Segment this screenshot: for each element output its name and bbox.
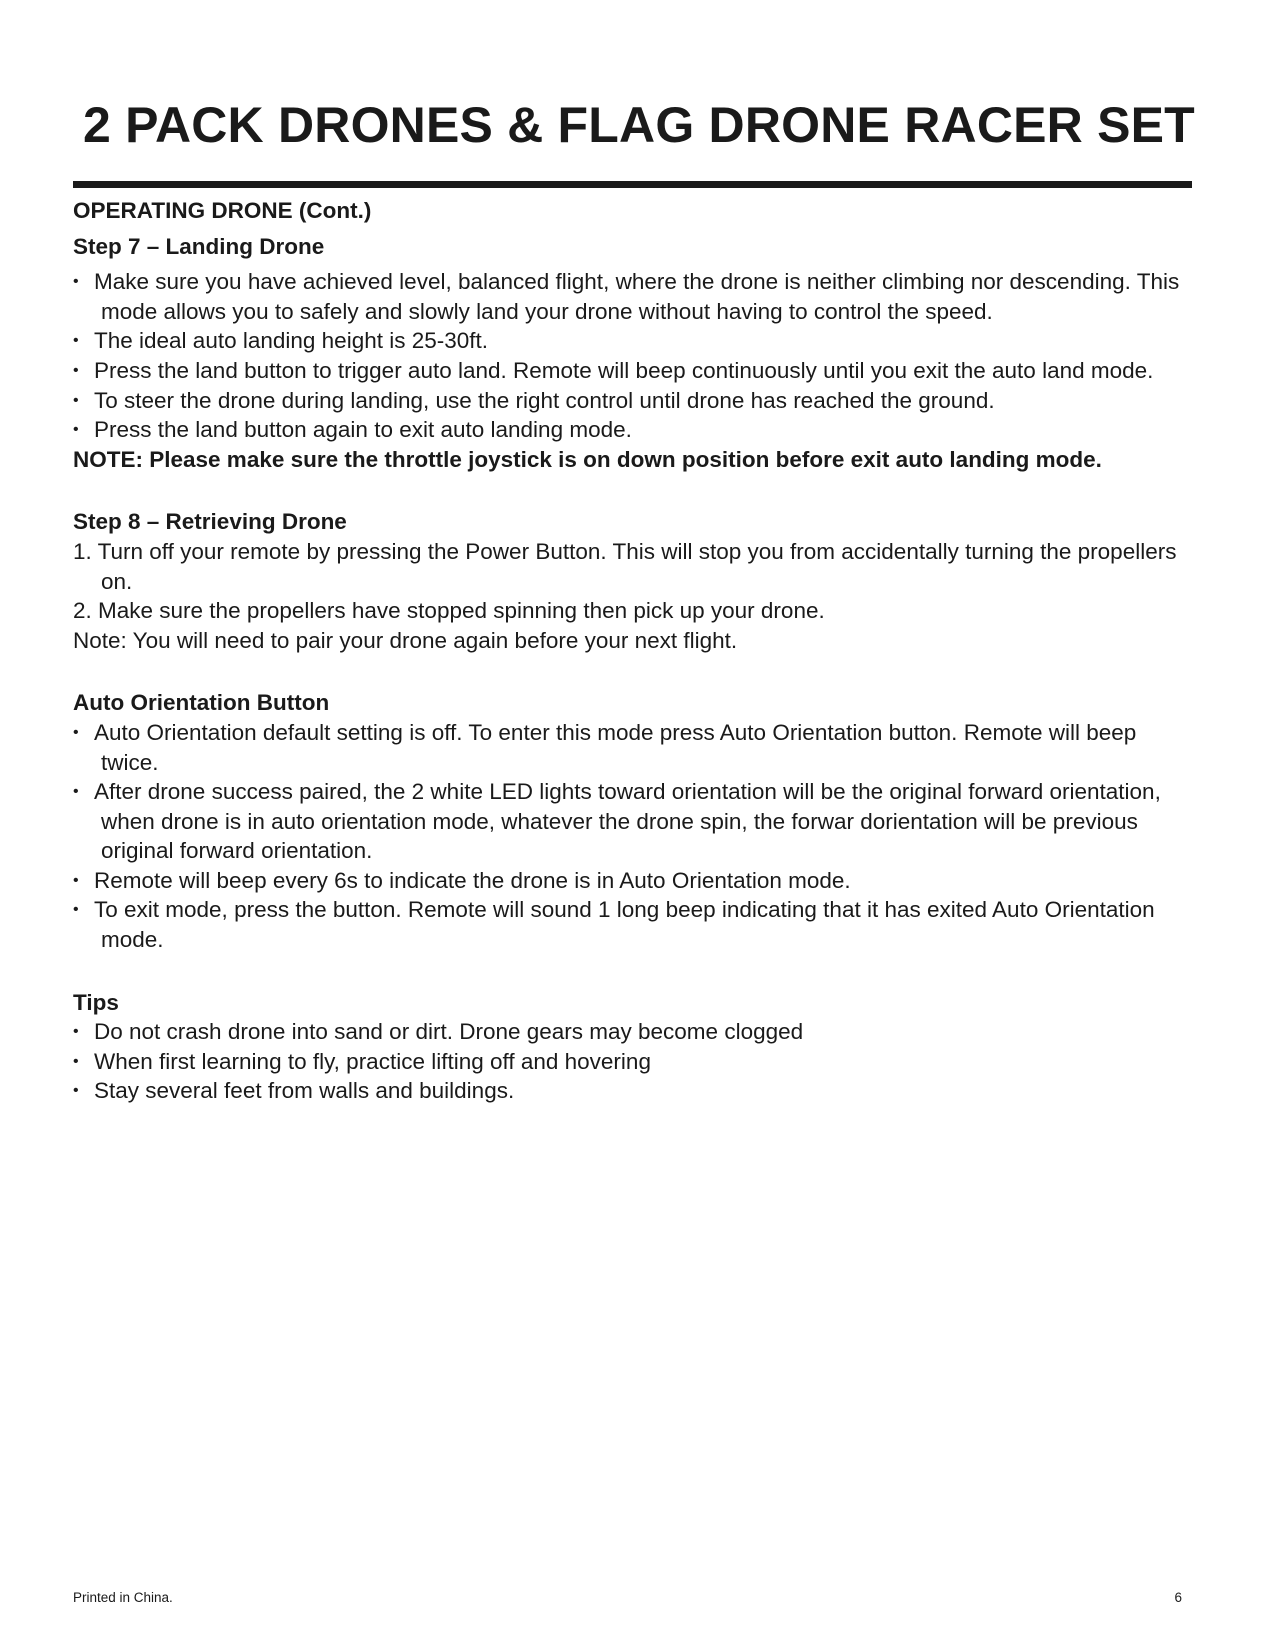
step8-note: Note: You will need to pair your drone again before your next flight.: [73, 627, 738, 653]
list-item: • Do not crash drone into sand or dirt. Drone gears may become clogged: [73, 1017, 1193, 1047]
list-item: • To exit mode, press the button. Remote will sound 1 long beep indicating that it has exited Auto Orientation mode.: [73, 897, 1155, 953]
spacer: [73, 955, 1193, 988]
page-title: 2 PACK DRONES & FLAG DRONE RACER SET: [83, 97, 1195, 153]
bullet-icon: •: [73, 783, 79, 801]
bullet-icon: •: [73, 1082, 79, 1100]
step7-bullet-list: [73, 267, 1193, 445]
tips-bullet-list: [73, 1017, 1193, 1106]
list-item: 2. Make sure the propellers have stopped spinning then pick up your drone.: [73, 598, 825, 624]
list-item: • Press the land button again to exit auto landing mode.: [73, 415, 1193, 445]
bullet-icon: •: [73, 871, 79, 889]
list-item: • Press the land button to trigger auto land. Remote will beep continuously until you exit the auto land mode.: [73, 356, 1193, 386]
bullet-icon: •: [73, 901, 79, 919]
step8-heading: Step 8 – Retrieving Drone: [73, 509, 347, 535]
title-divider: [73, 181, 1192, 188]
list-item: • Auto Orientation default setting is off. To enter this mode press Auto Orientation button. Remote will beep twice.: [73, 719, 1137, 775]
list-item: • When first learning to fly, practice lifting off and hovering: [73, 1047, 1193, 1077]
bullet-icon: •: [73, 332, 79, 350]
list-item: 1. Turn off your remote by pressing the Power Button. This will stop you from accidentally turning the propellers on.: [73, 538, 1177, 594]
auto-orientation-heading: Auto Orientation Button: [73, 690, 330, 716]
list-item: • To steer the drone during landing, use the right control until drone has reached the ground.: [73, 386, 1193, 416]
content-body: [73, 196, 1193, 1106]
bullet-icon: •: [73, 421, 79, 439]
bullet-icon: •: [73, 361, 79, 379]
spacer: [73, 655, 1193, 688]
auto-orientation-bullet-list: [73, 718, 1193, 955]
bullet-icon: •: [73, 273, 79, 291]
list-item: • Make sure you have achieved level, balanced flight, where the drone is neither climbing nor descending. This mode allows you to safely and slowly land your drone without having to control the speed.: [73, 269, 1180, 324]
tips-heading: Tips: [73, 989, 119, 1015]
list-item: • Remote will beep every 6s to indicate the drone is in Auto Orientation mode.: [73, 866, 1193, 896]
spacer: [73, 474, 1193, 507]
tips-section: [73, 988, 1193, 1106]
bullet-icon: •: [73, 1052, 79, 1070]
step8-numbered-list: [73, 537, 1193, 626]
bullet-icon: •: [73, 723, 79, 741]
list-item: • After drone success paired, the 2 white LED lights toward orientation will be the original forward orientation, when drone is in auto orientation mode, whatever the drone spin, the forwar dorientation will be previous original forward orientation.: [73, 779, 1161, 864]
list-item: • Stay several feet from walls and buildings.: [73, 1076, 1193, 1106]
step7-section: [73, 232, 1193, 475]
section-heading: OPERATING DRONE (Cont.): [73, 198, 372, 223]
auto-orientation-section: [73, 688, 1193, 954]
bullet-icon: •: [73, 1023, 79, 1041]
step7-note: NOTE: Please make sure the throttle joystick is on down position before exit auto landing mode.: [73, 446, 1102, 472]
page-number: 6: [1174, 1590, 1182, 1605]
bullet-icon: •: [73, 391, 79, 409]
list-item: • The ideal auto landing height is 25-30ft.: [73, 326, 1193, 356]
footer-printed-in: Printed in China.: [73, 1590, 173, 1605]
document-page: [73, 0, 1193, 1648]
step7-heading: Step 7 – Landing Drone: [73, 233, 325, 259]
step8-section: [73, 507, 1193, 655]
